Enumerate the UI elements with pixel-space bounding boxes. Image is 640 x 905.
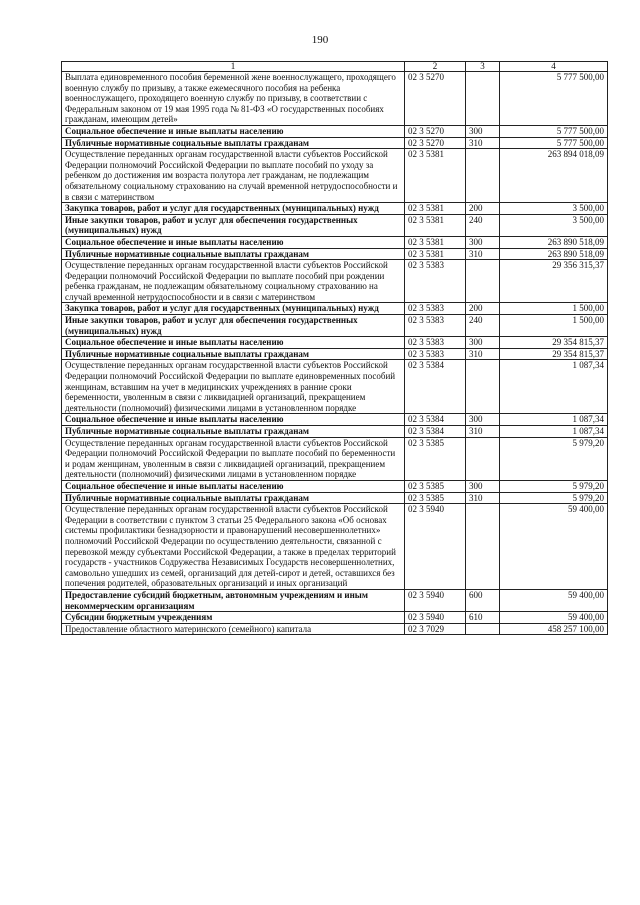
row-name-cell: Социальное обеспечение и иные выплаты населению bbox=[62, 236, 405, 248]
table-header-row bbox=[62, 62, 608, 72]
row-code-cell: 02 3 5940 bbox=[405, 589, 466, 611]
row-code-cell: 02 3 5383 bbox=[405, 260, 466, 303]
row-amount-cell: 3 500,00 bbox=[500, 203, 608, 215]
row-code-cell: 02 3 5381 bbox=[405, 149, 466, 203]
row-code-cell: 02 3 5381 bbox=[405, 248, 466, 260]
row-code-cell: 02 3 5384 bbox=[405, 360, 466, 414]
row-name-cell: Выплата единовременного пособия беременной жене военнослужащего, проходящего военную службу по призыву, а также ежемесячного пособия на ребенка военнослужащего, проходящего военную службу по призыву, в соответствии с Федеральным законом от 19 мая 1995 года № 81-ФЗ «О государственных пособиях гражданам, имеющим детей» bbox=[62, 72, 405, 126]
row-name-cell: Осуществление переданных органам государственной власти субъектов Российской Федерации полномочий Российской Федерации по выплате единовременных пособий женщинам, вставшим на учет в медицинских учреждениях в ранние сроки беременности, уволенным в связи с ликвидацией организаций, прекращением деятельности (полномочий) физическими лицами в установленном порядке bbox=[62, 360, 405, 414]
row-code-cell: 02 3 5383 bbox=[405, 348, 466, 360]
table-row bbox=[62, 348, 608, 360]
table-row bbox=[62, 203, 608, 215]
row-type-cell: 200 bbox=[466, 203, 500, 215]
table-row bbox=[62, 149, 608, 203]
row-type-cell: 200 bbox=[466, 303, 500, 315]
row-name-cell: Закупка товаров, работ и услуг для государственных (муниципальных) нужд bbox=[62, 303, 405, 315]
row-amount-cell: 1 087,34 bbox=[500, 414, 608, 426]
row-amount-cell: 29 354 815,37 bbox=[500, 337, 608, 349]
row-amount-cell: 263 890 518,09 bbox=[500, 248, 608, 260]
row-code-cell: 02 3 5940 bbox=[405, 612, 466, 624]
row-name-cell: Осуществление переданных органам государственной власти субъектов Российской Федерации полномочий Российской Федерации по выплате пособий при рождении ребенка гражданам, не подлежащим обязательному социальному страхованию на случай временной нетрудоспособности и в связи с материнством bbox=[62, 260, 405, 303]
table-row bbox=[62, 480, 608, 492]
row-type-cell: 310 bbox=[466, 492, 500, 504]
row-amount-cell: 59 400,00 bbox=[500, 589, 608, 611]
row-name-cell: Предоставление субсидий бюджетным, автономным учреждениям и иным некоммерческим организациям bbox=[62, 589, 405, 611]
row-type-cell: 310 bbox=[466, 137, 500, 149]
row-type-cell: 600 bbox=[466, 589, 500, 611]
row-code-cell: 02 3 5383 bbox=[405, 337, 466, 349]
row-code-cell: 02 3 5383 bbox=[405, 315, 466, 337]
row-name-cell: Социальное обеспечение и иные выплаты населению bbox=[62, 125, 405, 137]
row-amount-cell: 1 087,34 bbox=[500, 360, 608, 414]
row-name-cell: Социальное обеспечение и иные выплаты населению bbox=[62, 337, 405, 349]
table-row bbox=[62, 137, 608, 149]
row-type-cell bbox=[466, 360, 500, 414]
row-name-cell: Иные закупки товаров, работ и услуг для обеспечения государственных (муниципальных) нужд bbox=[62, 315, 405, 337]
header-cell-amount: 4 bbox=[500, 62, 608, 72]
row-type-cell: 300 bbox=[466, 337, 500, 349]
row-amount-cell: 263 890 518,09 bbox=[500, 236, 608, 248]
row-name-cell: Субсидии бюджетным учреждениям bbox=[62, 612, 405, 624]
row-code-cell: 02 3 5383 bbox=[405, 303, 466, 315]
row-amount-cell: 458 257 100,00 bbox=[500, 623, 608, 635]
row-code-cell: 02 3 7029 bbox=[405, 623, 466, 635]
row-type-cell: 300 bbox=[466, 236, 500, 248]
row-name-cell: Публичные нормативные социальные выплаты гражданам bbox=[62, 492, 405, 504]
row-name-cell: Иные закупки товаров, работ и услуг для обеспечения государственных (муниципальных) нужд bbox=[62, 214, 405, 236]
page-number: 190 bbox=[311, 34, 329, 46]
table-row bbox=[62, 623, 608, 635]
row-code-cell: 02 3 5270 bbox=[405, 137, 466, 149]
row-type-cell: 310 bbox=[466, 248, 500, 260]
row-type-cell bbox=[466, 72, 500, 126]
row-type-cell: 300 bbox=[466, 414, 500, 426]
row-type-cell bbox=[466, 623, 500, 635]
table-row bbox=[62, 360, 608, 414]
row-code-cell: 02 3 5385 bbox=[405, 480, 466, 492]
row-amount-cell: 5 777 500,00 bbox=[500, 137, 608, 149]
row-name-cell: Публичные нормативные социальные выплаты гражданам bbox=[62, 426, 405, 438]
table-row bbox=[62, 260, 608, 303]
row-type-cell: 240 bbox=[466, 214, 500, 236]
row-amount-cell: 5 979,20 bbox=[500, 492, 608, 504]
header-cell-name: 1 bbox=[62, 62, 405, 72]
table-row bbox=[62, 426, 608, 438]
row-code-cell: 02 3 5385 bbox=[405, 437, 466, 480]
row-code-cell: 02 3 5381 bbox=[405, 236, 466, 248]
row-amount-cell: 1 500,00 bbox=[500, 303, 608, 315]
row-type-cell: 610 bbox=[466, 612, 500, 624]
table-row bbox=[62, 303, 608, 315]
table-row bbox=[62, 248, 608, 260]
header-cell-type: 3 bbox=[466, 62, 500, 72]
row-name-cell: Осуществление переданных органам государственной власти субъектов Российской Федерации полномочий Российской Федерации по выплате пособий по беременности и родам женщинам, уволенным в связи с ликвидацией организаций, прекращением деятельности (полномочий) физическими лицами в установленном порядке bbox=[62, 437, 405, 480]
row-name-cell: Публичные нормативные социальные выплаты гражданам bbox=[62, 137, 405, 149]
row-name-cell: Предоставление областного материнского (семейного) капитала bbox=[62, 623, 405, 635]
table-row bbox=[62, 315, 608, 337]
row-amount-cell: 263 894 018,09 bbox=[500, 149, 608, 203]
row-amount-cell: 5 979,20 bbox=[500, 437, 608, 480]
row-type-cell: 240 bbox=[466, 315, 500, 337]
table-row bbox=[62, 236, 608, 248]
row-code-cell: 02 3 5381 bbox=[405, 214, 466, 236]
row-name-cell: Социальное обеспечение и иные выплаты населению bbox=[62, 480, 405, 492]
row-name-cell: Осуществление переданных органам государственной власти субъектов Российской Федерации полномочий Российской Федерации по выплате пособий по уходу за ребенком до достижения им возраста полутора лет гражданам, не подлежащим обязательному социальному страхованию на случай временной нетрудоспособности и в связи с материнством bbox=[62, 149, 405, 203]
row-amount-cell: 5 777 500,00 bbox=[500, 125, 608, 137]
row-type-cell bbox=[466, 437, 500, 480]
row-amount-cell: 29 356 315,37 bbox=[500, 260, 608, 303]
table-row bbox=[62, 125, 608, 137]
row-amount-cell: 59 400,00 bbox=[500, 504, 608, 590]
header-cell-code: 2 bbox=[405, 62, 466, 72]
row-code-cell: 02 3 5385 bbox=[405, 492, 466, 504]
budget-table bbox=[61, 61, 608, 635]
table-row bbox=[62, 72, 608, 126]
row-type-cell: 300 bbox=[466, 480, 500, 492]
row-amount-cell: 29 354 815,37 bbox=[500, 348, 608, 360]
row-type-cell bbox=[466, 149, 500, 203]
row-type-cell: 310 bbox=[466, 426, 500, 438]
row-type-cell bbox=[466, 260, 500, 303]
row-amount-cell: 1 087,34 bbox=[500, 426, 608, 438]
table-row bbox=[62, 414, 608, 426]
table-row bbox=[62, 612, 608, 624]
row-code-cell: 02 3 5270 bbox=[405, 125, 466, 137]
row-amount-cell: 3 500,00 bbox=[500, 214, 608, 236]
row-type-cell: 310 bbox=[466, 348, 500, 360]
row-name-cell: Публичные нормативные социальные выплаты гражданам bbox=[62, 348, 405, 360]
row-code-cell: 02 3 5384 bbox=[405, 414, 466, 426]
row-amount-cell: 5 979,20 bbox=[500, 480, 608, 492]
row-code-cell: 02 3 5381 bbox=[405, 203, 466, 215]
row-name-cell: Социальное обеспечение и иные выплаты населению bbox=[62, 414, 405, 426]
row-name-cell: Публичные нормативные социальные выплаты гражданам bbox=[62, 248, 405, 260]
row-type-cell: 300 bbox=[466, 125, 500, 137]
table-row bbox=[62, 437, 608, 480]
row-type-cell bbox=[466, 504, 500, 590]
table-row bbox=[62, 337, 608, 349]
row-name-cell: Закупка товаров, работ и услуг для государственных (муниципальных) нужд bbox=[62, 203, 405, 215]
row-code-cell: 02 3 5940 bbox=[405, 504, 466, 590]
row-code-cell: 02 3 5270 bbox=[405, 72, 466, 126]
table-row bbox=[62, 492, 608, 504]
table-row bbox=[62, 214, 608, 236]
row-name-cell: Осуществление переданных органам государственной власти субъектов Российской Федерации в соответствии с пунктом 3 статьи 25 Федерального закона «Об основах системы профилактики безнадзорности и правонарушений несовершеннолетних» полномочий Российской Федерации по осуществлению деятельности, связанной с перевозкой между субъектами Российской Федерации, а также в пределах территорий государств - участников Содружества Независимых Государств несовершеннолетних, самовольно ушедших из семей, организаций для детей-сирот и детей, оставшихся без попечения родителей, образовательных организаций и иных организаций bbox=[62, 504, 405, 590]
table-row bbox=[62, 504, 608, 590]
table-row bbox=[62, 589, 608, 611]
row-amount-cell: 1 500,00 bbox=[500, 315, 608, 337]
row-amount-cell: 59 400,00 bbox=[500, 612, 608, 624]
row-code-cell: 02 3 5384 bbox=[405, 426, 466, 438]
row-amount-cell: 5 777 500,00 bbox=[500, 72, 608, 126]
